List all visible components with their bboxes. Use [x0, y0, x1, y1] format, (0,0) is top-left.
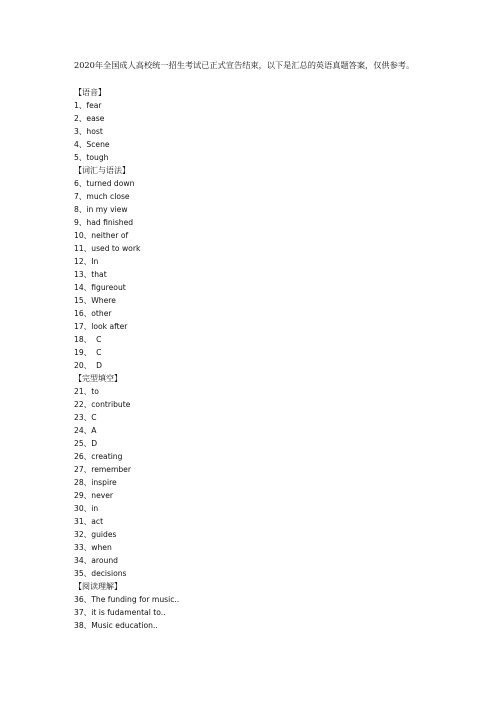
- answer-item: 27、remember: [74, 465, 131, 474]
- answer-item: 30、in: [74, 504, 99, 513]
- answer-item: 37、it is fudamental to..: [74, 608, 166, 617]
- answer-item: 15、Where: [74, 296, 116, 305]
- section-heading: 【词汇与语法】: [74, 166, 130, 175]
- answer-item: 31、act: [74, 517, 104, 526]
- answer-item: 4、Scene: [74, 140, 110, 149]
- answer-item: 9、had finished: [74, 218, 134, 227]
- answer-item: 2、ease: [74, 114, 105, 123]
- answer-item: 11、used to work: [74, 244, 141, 253]
- answer-item: 1、fear: [74, 101, 102, 110]
- answer-item: 22、contribute: [74, 400, 131, 409]
- answer-item: 36、The funding for music..: [74, 595, 180, 604]
- answer-item: 8、in my view: [74, 205, 128, 214]
- answer-item: 3、host: [74, 127, 103, 136]
- answer-item: 29、never: [74, 491, 114, 500]
- answer-item: 10、neither of: [74, 231, 129, 240]
- answer-item: 6、turned down: [74, 179, 135, 188]
- answer-item: 23、C: [74, 413, 97, 422]
- answer-item: 33、when: [74, 543, 112, 552]
- answer-item: 32、guides: [74, 530, 117, 539]
- answer-item: 38、Music education..: [74, 621, 158, 630]
- answer-item: 25、D: [74, 439, 98, 448]
- answer-item: 7、much close: [74, 192, 130, 201]
- answer-list: [74, 86, 434, 632]
- answer-item: 5、tough: [74, 153, 109, 162]
- answer-item: 13、that: [74, 270, 107, 279]
- answer-item: 26、creating: [74, 452, 123, 461]
- answer-item: 21、to: [74, 387, 99, 396]
- section-heading: 【完型填空】: [74, 374, 122, 383]
- answer-item: 28、inspire: [74, 478, 117, 487]
- section-heading: 【语音】: [74, 88, 106, 97]
- answer-item: 35、decisions: [74, 569, 127, 578]
- answer-item: 17、look after: [74, 322, 128, 331]
- answer-item: 18、 C: [74, 335, 102, 344]
- answer-item: 20、 D: [74, 361, 102, 370]
- answer-item: 16、other: [74, 309, 112, 318]
- answer-item: 14、figureout: [74, 283, 126, 292]
- answer-item: 34、around: [74, 556, 118, 565]
- intro-paragraph: 2020年全国成人高校统一招生考试已正式宣告结束，以下是汇总的英语真题答案，仅供参考。: [74, 60, 415, 70]
- answer-item: 19、 C: [74, 348, 102, 357]
- section-heading: 【阅读理解】: [74, 582, 122, 591]
- answer-item: 24、A: [74, 426, 97, 435]
- answer-item: 12、In: [74, 257, 99, 266]
